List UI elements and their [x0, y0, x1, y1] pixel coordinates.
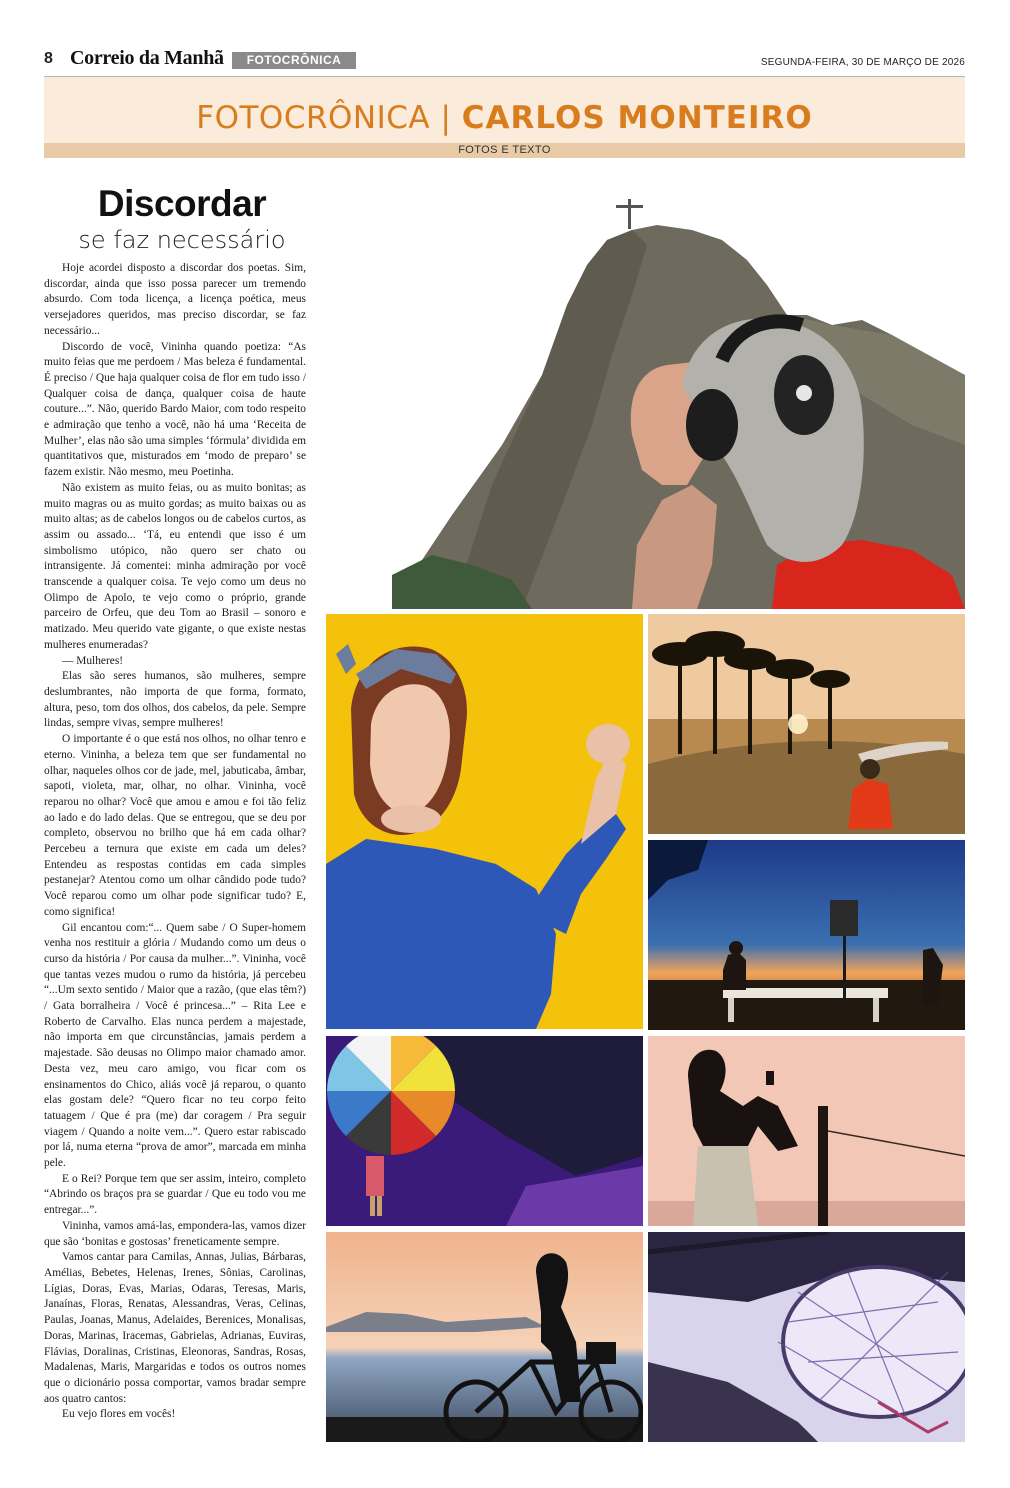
glasses-photo: [648, 1232, 965, 1442]
paragraph: E o Rei? Porque tem que ser assim, inteiro, completo “Abrindo os braços pra se guardar / Que eu todo vou me entregar...”.: [44, 1172, 306, 1217]
article-subtitle: se faz necessário: [78, 226, 286, 254]
hero-photo: [392, 185, 965, 609]
section-tag: FOTOCRÔNICA: [232, 52, 356, 69]
section-separator: |: [430, 100, 462, 136]
section-name: FOTOCRÔNICA: [196, 100, 431, 136]
paragraph: Vininha, vamos amá-las, empondera-las, vamos dizer que são ‘bonitas e gostosas’ freneticamente sempre.: [44, 1219, 306, 1248]
paragraph: Vamos cantar para Camilas, Annas, Julias, Bárbaras, Amélias, Bebetes, Helenas, Irenes, Sônias, Carolinas, Lígias, Doras, Evas, Marias, Odaras, Teresas, Maris, Janaínas, Floras, Renatas, Alessandras, Veras, Celinas, Paulas, Joanas, Manus, Adelaides, Berenices, Monalisas, Doras, Marinas, Iracemas, Gabrielas, Adrianas, Euviras, Flávias, Doralinas, Cristinas, Eleonoras, Sandras, Rosas, Madalenas, Maris, Margaridas e todos os outros nomes que o dicionário possa comportar, vamos bradar sempre aos quatro cantos:: [44, 1251, 306, 1405]
page-number: 8: [44, 50, 53, 67]
palms-sunset-photo: [648, 614, 965, 834]
umbrella-photo: [326, 1036, 643, 1226]
paragraph: — Mulheres!: [62, 654, 124, 667]
yellow-portrait-photo: [326, 614, 643, 1029]
blue-hour-photo: [648, 840, 965, 1030]
masthead: Correio da Manhã: [70, 47, 224, 69]
issue-date: SEGUNDA-FEIRA, 30 DE MARÇO DE 2026: [760, 57, 965, 68]
paragraph: Hoje acordei disposto a discordar dos poetas. Sim, discordar, ainda que isso possa parecer um tremendo absurdo. Com toda licença, a licença poética, meus versejadores queridos, mas preciso discordar, se faz necessário...: [44, 262, 306, 337]
section-subtitle: FOTOS E TEXTO: [458, 144, 551, 156]
author-name: CARLOS MONTEIRO: [461, 100, 813, 136]
paragraph: O importante é o que está nos olhos, no olhar tenro e eterno. Vininha, a beleza tem que ser fundamental no olhar, naqueles olhos cor de jade, mel, jabuticaba, âmbar, sapoti, violeta, mar, olhar, no olhar. Vininha, você reparou no olhar? Você que amou e amou e foi tão feliz ao lado e do lado delas. Que se entregou, que se deu por completo, observou no brilho que há em cada olhar? Percebeu a ternura que existe em cada um deles? Entendeu as respostas contidas em cada simples pestanejar? Atentou como um olhar cândido pode tudo? Você reparou como um olhar pode significar tudo? E, como significa!: [44, 733, 306, 918]
bicycle-photo: [326, 1232, 643, 1442]
article-body: [44, 261, 306, 1423]
paragraph: Eu vejo flores em vocês!: [62, 1408, 176, 1421]
section-heading: [44, 98, 965, 138]
paragraph: Gil encantou com:“... Quem sabe / O Super-homem venha nos restituir a glória / Mudando como um deus o curso da história / Por causa da mulher...”. Vininha, você que tantas vezes mudou o rumo da história, já percebeu “...Um sexto sentido / Maior que a razão, (que elas têm?) / Gata borralheira / Você é princesa...” – Rita Lee e Roberto de Carvalho. Elas nunca perdem a majestade, não importa em que circunstâncias, jamais perdem a majestade. São deusas no Olimpo maior chamado amor. Desta vez, meu caro amigo, vou ficar com os ensinamentos do Chico, aliás você já reparou, o quanto elas gostam dele? “Quero ficar no teu corpo feito tatuagem / Que é pra (me) dar coragem / Pra seguir viagem / Quando a noite vem...”. Quero estar rabiscado por lá, numa eterna “prova de amor”, marcada em minha pele.: [44, 921, 306, 1170]
silhouette-phone-photo: [648, 1036, 965, 1226]
paragraph: Elas são seres humanos, são mulheres, sempre deslumbrantes, não importa de que forma, formato, altura, peso, tom dos olhos, dos cabelos, da pele. Sempre lindas, sempre vivas, sempre mulheres!: [44, 670, 306, 730]
paragraph: Discordo de você, Vininha quando poetiza: “As muito feias que me perdoem / Mas beleza é fundamental. É preciso / Que haja qualquer coisa de flor em tudo isso / Qualquer coisa de dança, qualquer coisa de haute couture...”. Não, querido Bardo Maior, com todo respeito e admiração que tenho a você, não há uma ‘Receita de Mulher’, elas não são uma simples ‘fórmula’ dividida em quantitativos que, misturados em ‘modo de preparo’ se fazem existir. Não mesmo, meu Poetinha.: [44, 340, 306, 479]
paragraph: Não existem as muito feias, ou as muito bonitas; as muito magras ou as muito gordas; as muito baixas ou as muito altas; as de cabelos longos ou de cabelos curtos, as assim ou assado... ‘Tá, eu entendi que isso é um simbolismo utópico, não quero ser chato ou intransigente. Já comentei: minha admiração por você transcende a qualquer coisa. Te vejo como um deus no Olimpo de Apolo, te vejo como o próprio, grande parceiro de Orfeu, que deu Tom ao Brasil – sonoro e matizado. Meu querido vate gigante, o que existe nestas mulheres enumeradas?: [44, 481, 306, 651]
article-title: Discordar: [97, 183, 267, 224]
